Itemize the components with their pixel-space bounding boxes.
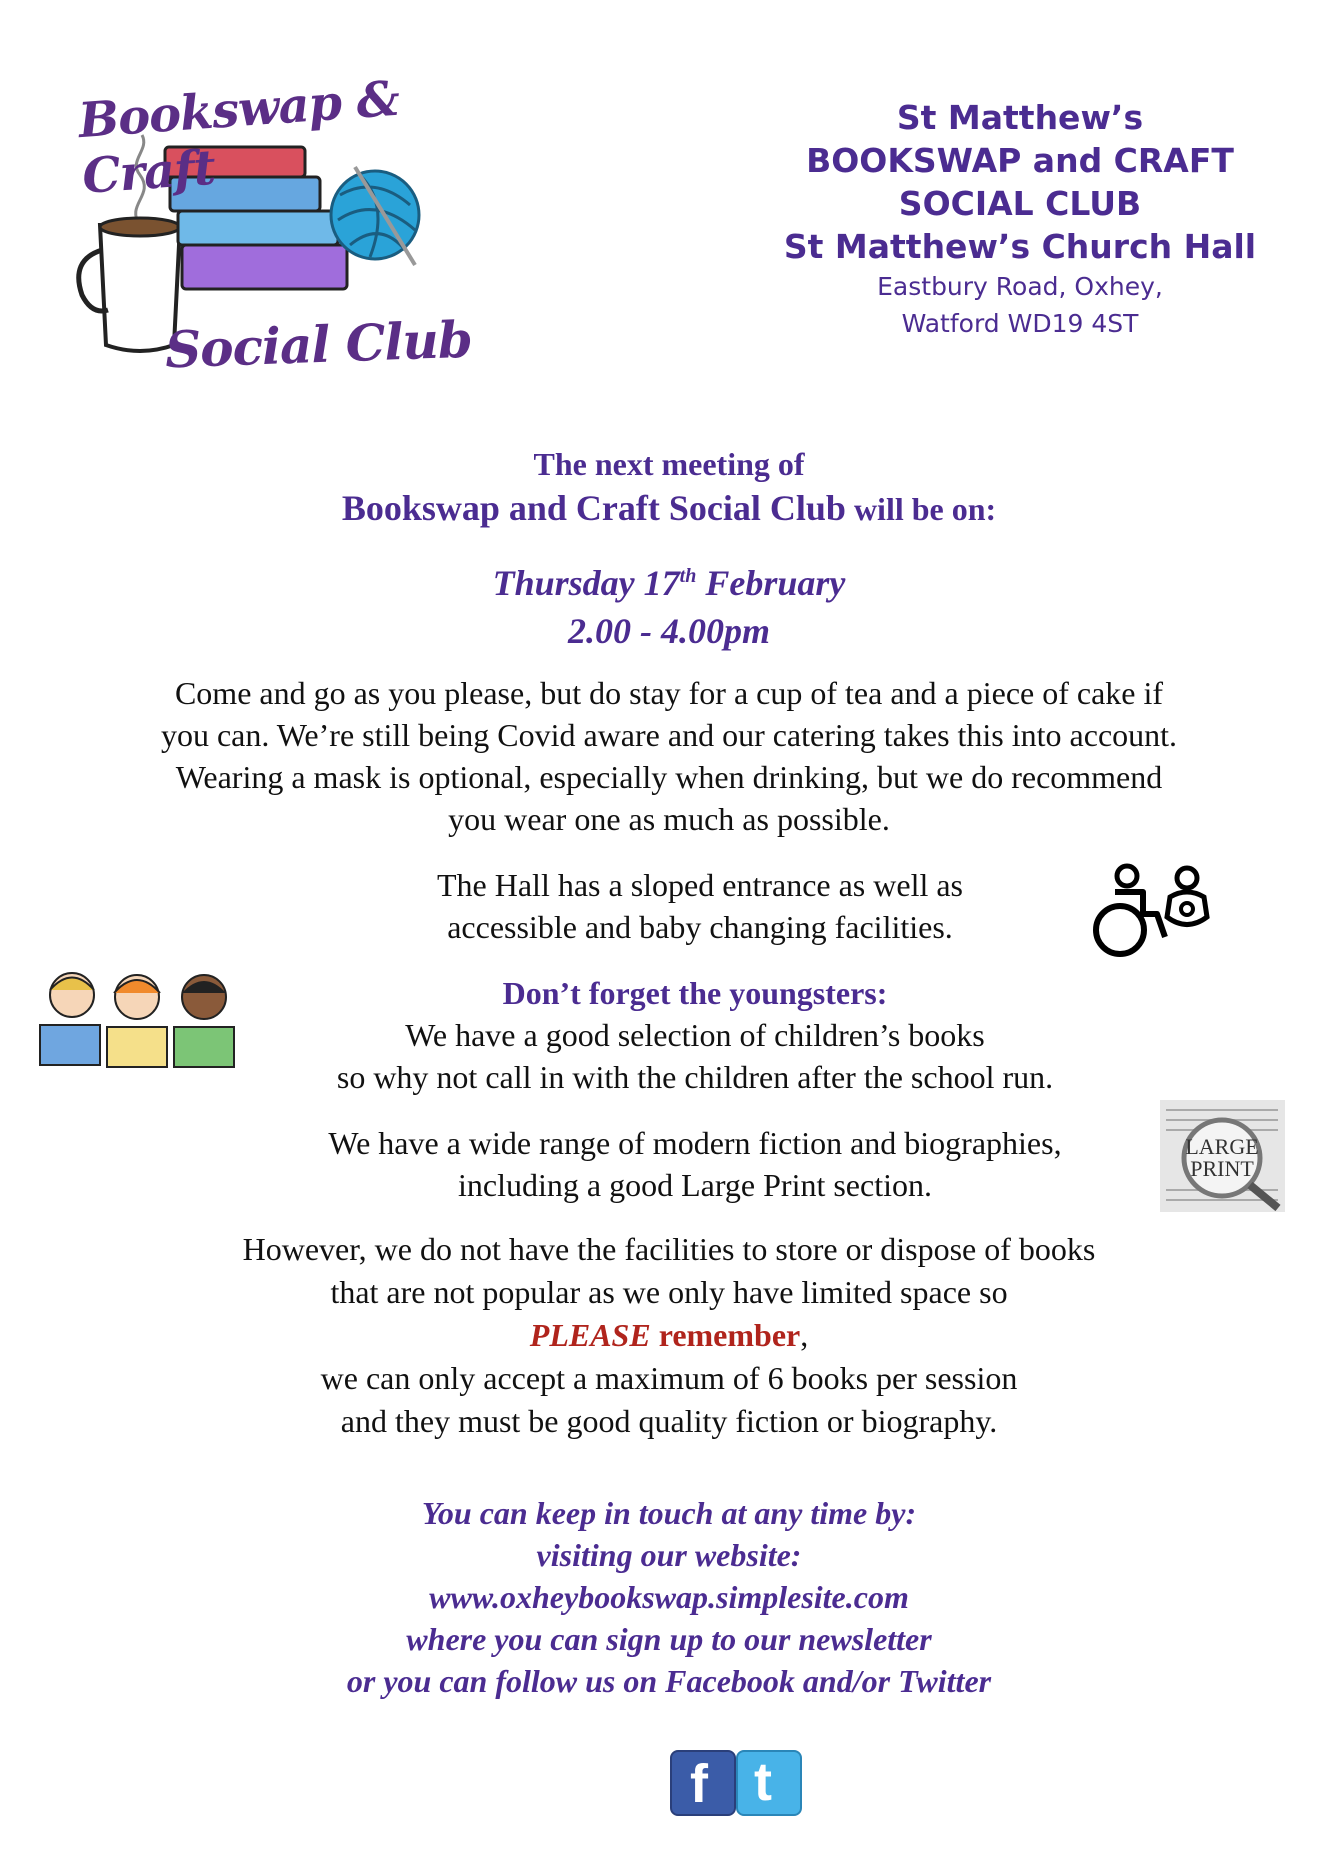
youngsters-heading: Don’t forget the youngsters: — [502, 975, 888, 1011]
next-meeting-block — [0, 442, 1338, 531]
meeting-date-block — [0, 552, 1338, 655]
date-month: February — [696, 563, 846, 603]
logo-title-top: Bookswap & Craft — [76, 70, 401, 205]
intro-line: Wearing a mask is optional, especially when drinking, but we do recommend — [175, 759, 1163, 795]
policy-line: and they must be good quality fiction or biography. — [340, 1403, 998, 1439]
meeting-date — [0, 552, 1338, 607]
book-policy-paragraph — [0, 1228, 1338, 1443]
please-remember-line — [0, 1314, 1338, 1357]
youngsters-line: so why not call in with the children after the school run. — [336, 1059, 1054, 1095]
header-line-2: BOOKSWAP and CRAFT — [806, 141, 1234, 180]
facebook-icon[interactable] — [670, 1750, 736, 1816]
youngsters-section — [250, 972, 1140, 1098]
address-line-2: Watford WD19 4ST — [901, 309, 1139, 338]
meeting-time: 2.00 - 4.00pm — [568, 611, 770, 651]
contact-line: where you can sign up to our newsletter — [406, 1621, 932, 1657]
header-address — [770, 96, 1270, 342]
access-line: accessible and baby changing facilities. — [447, 909, 953, 945]
fiction-line: including a good Large Print section. — [458, 1167, 932, 1203]
remember-text: remember — [650, 1317, 801, 1353]
accessibility-paragraph — [360, 864, 1040, 948]
address-line-1: Eastbury Road, Oxhey, — [877, 272, 1163, 301]
header-venue: St Matthew’s Church Hall — [783, 227, 1257, 266]
policy-line: However, we do not have the facilities to store or dispose of books — [242, 1231, 1096, 1267]
contact-line: You can keep in touch at any time by: — [421, 1495, 917, 1531]
next-meeting-line: The next meeting of — [533, 446, 805, 482]
date-day: Thursday 17 — [492, 563, 680, 603]
fiction-paragraph — [200, 1122, 1190, 1206]
large-print-line-2: PRINT — [1190, 1156, 1254, 1181]
twitter-glyph: t — [754, 1752, 772, 1812]
meeting-club-name: Bookswap and Craft Social Club — [341, 488, 846, 528]
please-text: PLEASE — [529, 1317, 651, 1353]
logo-title-bottom: Social Club — [164, 309, 473, 380]
comma-text: , — [800, 1317, 809, 1353]
club-logo — [70, 70, 540, 395]
wheelchair-baby-icon — [1085, 862, 1215, 962]
meeting-will-be-on: will be on: — [845, 491, 997, 527]
youngsters-line: We have a good selection of children’s books — [405, 1017, 985, 1053]
contact-line: or you can follow us on Facebook and/or Twitter — [346, 1663, 992, 1699]
access-line: The Hall has a sloped entrance as well as — [436, 867, 963, 903]
large-print-line-1: LARGE — [1185, 1134, 1259, 1159]
meeting-club-line — [0, 486, 1338, 531]
website-link[interactable]: www.oxheybookswap.simplesite.com — [429, 1579, 909, 1615]
twitter-icon[interactable] — [736, 1750, 802, 1816]
contact-section — [0, 1492, 1338, 1702]
social-icons — [670, 1750, 800, 1815]
fiction-line: We have a wide range of modern fiction and biographies, — [328, 1125, 1062, 1161]
intro-line: Come and go as you please, but do stay for a cup of tea and a piece of cake if — [174, 675, 1164, 711]
facebook-glyph: f — [690, 1754, 708, 1814]
header-line-1: St Matthew’s — [896, 98, 1144, 137]
date-suffix: th — [679, 565, 697, 587]
policy-line: that are not popular as we only have limited space so — [330, 1274, 1008, 1310]
large-print-text — [1182, 1136, 1262, 1180]
intro-line: you can. We’re still being Covid aware and our catering takes this into account. — [160, 717, 1178, 753]
large-print-icon — [1160, 1100, 1285, 1212]
intro-paragraph — [0, 672, 1338, 840]
policy-line: we can only accept a maximum of 6 books per session — [320, 1360, 1018, 1396]
intro-line: you wear one as much as possible. — [448, 801, 890, 837]
children-reading-image — [32, 965, 242, 1095]
header-line-3: SOCIAL CLUB — [898, 184, 1142, 223]
contact-line: visiting our website: — [536, 1537, 802, 1573]
